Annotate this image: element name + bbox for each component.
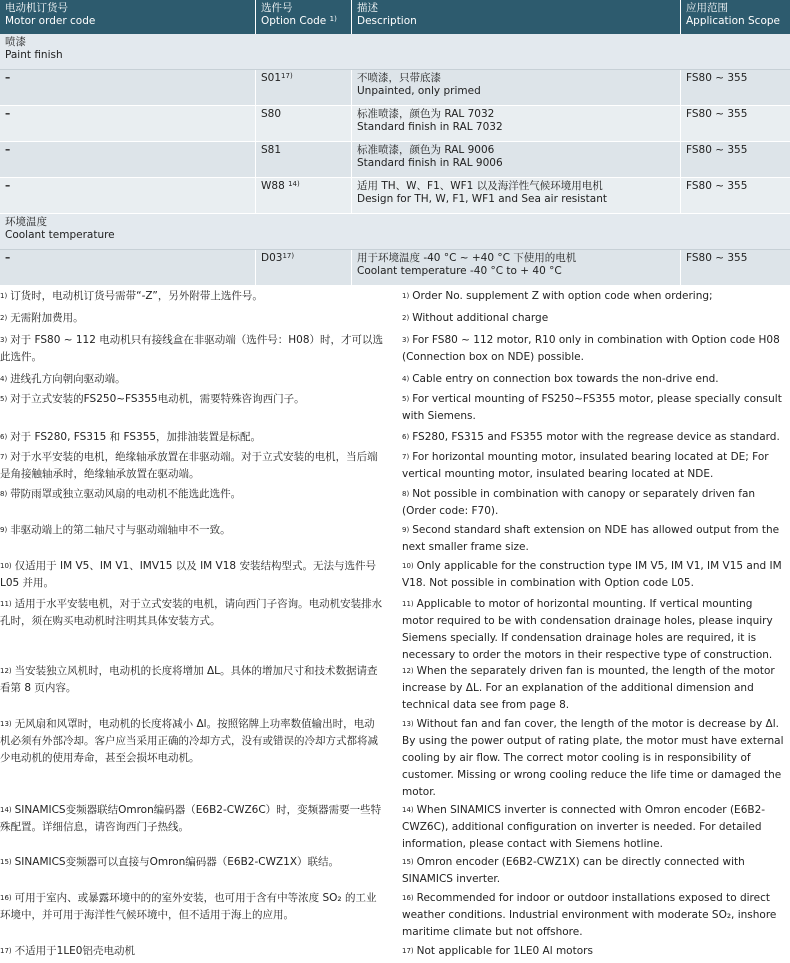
footnote-cn: $^{14)}$ SINAMICS变频器联结Omron编码器（E6B2-CWZ6C）时，变频器需要一些特殊配置。详细信息，请咨询西门子热线。 (0, 804, 382, 833)
description-cell: 标准喷漆，颜色为 RAL 9006 Standard finish in RAL 9006 (352, 142, 681, 178)
header-cn: 电动机订货号 (5, 2, 68, 14)
table-row (0, 178, 790, 214)
footnote-cn: $^{13)}$ 无风扇和风罩时，电动机的长度将减小 Δl。按照铭牌上功率数值输出时，电动机必须有外部冷却。客户应当采用正确的冷却方式，没有或错误的冷却方式都将减少电动机的使用寿命，甚至会损坏电动机。 (0, 718, 378, 764)
section-paint-finish (0, 34, 790, 70)
option-code-cell: S01$^{17)}$ (256, 70, 352, 106)
footnote-en: $^{10)}$ Only applicable for the construction type IM V5, IM V1, IM V15 and IM V18. Not possible in combination with Option code L05. (402, 560, 782, 589)
footnote-en: $^{1)}$ Order No. supplement Z with option code when ordering; (402, 290, 713, 302)
scope-cell: FS80 ~ 355 (681, 70, 790, 106)
footnote-en: $^{16)}$ Recommended for indoor or outdoor installations exposed to direct weather conditions. Industrial environment with moderate SO₂, inshore maritime climate but not offshore. (402, 892, 777, 938)
footnote-en: $^{11)}$ Applicable to motor of horizontal mounting. If vertical mounting motor required to be with condensation drainage holes, please inquiry Siemens specially. If condensation drainage holes are required, it is necessary to order the motors in their respective type of construction. (402, 598, 773, 661)
scope-cell: FS80 ~ 355 (681, 142, 790, 178)
scope-cell: FS80 ~ 355 (681, 178, 790, 214)
header-application-scope (681, 0, 790, 34)
motor-code-cell: – (0, 142, 256, 178)
footnote-en: $^{7)}$ For horizontal mounting motor, insulated bearing located at DE; For vertical mounting motor, insulated bearing located at NDE. (402, 451, 769, 480)
footnote-cn: $^{3)}$ 对于 FS80 ~ 112 电动机只有接线盒在非驱动端（选件号：H08）时，才可以选此选件。 (0, 334, 384, 363)
scope-cell: FS80 ~ 355 (681, 250, 790, 286)
table-row (0, 142, 790, 178)
footnote-cn: $^{9)}$ 非驱动端上的第二轴尺寸与驱动端轴申不一致。 (0, 524, 231, 536)
header-en: Application Scope (686, 15, 780, 27)
option-code-cell: D03$^{17)}$ (256, 250, 352, 286)
header-option-code (256, 0, 352, 34)
footnote-cn: $^{8)}$ 带防雨罩或独立驱动风扇的电动机不能选此选件。 (0, 488, 242, 500)
table-header-row (0, 0, 790, 34)
footnote-en: $^{2)}$ Without additional charge (402, 312, 549, 324)
header-motor-order-code (0, 0, 256, 34)
table-row (0, 70, 790, 106)
footnote-en: $^{8)}$ Not possible in combination with canopy or separately driven fan (Order code: F70). (402, 488, 756, 517)
footnote-en: $^{13)}$ Without fan and fan cover, the length of the motor is decrease by Δl. By using the power output of rating plate, the motor must have external cooling by air flow. The correct motor cooling is in responsibility of customer. Missing or wrong cooling reduce the life time or damaged the motor. (402, 718, 784, 798)
footnote-cn: $^{7)}$ 对于水平安装的电机，绝缘轴承放置在非驱动端。对于立式安装的电机，当后端是角接触轴承时，绝缘轴承放置在驱动端。 (0, 451, 378, 480)
footnote-en: $^{4)}$ Cable entry on connection box towards the non-drive end. (402, 373, 719, 385)
motor-code-cell: – (0, 250, 256, 286)
footnote-en: $^{9)}$ Second standard shaft extension on NDE has allowed output from the next smaller frame size. (402, 524, 780, 553)
footnote-en: $^{5)}$ For vertical mounting of FS250~FS355 motor, please specially consult with Siemens. (402, 393, 782, 422)
footnote-en: $^{17)}$ Not applicable for 1LE0 Al motors (402, 945, 593, 957)
option-code-cell: W88 $^{14)}$ (256, 178, 352, 214)
footnote-en: $^{3)}$ For FS80 ~ 112 motor, R10 only in combination with Option code H08 (Connection box on NDE) possible. (402, 334, 780, 363)
motor-code-cell: – (0, 70, 256, 106)
footnote-cn: $^{10)}$ 仅适用于 IM V5、IM V1、IMV15 以及 IM V18 安装结构型式。无法与选件号 L05 并用。 (0, 560, 376, 589)
description-cell: 标准喷漆，颜色为 RAL 7032 Standard finish in RAL 7032 (352, 106, 681, 142)
motor-code-cell: – (0, 106, 256, 142)
option-code-cell: S80 (256, 106, 352, 142)
footnote-cn: $^{15)}$ SINAMICS变频器可以直接与Omron编码器（E6B2-CWZ1X）联结。 (0, 856, 340, 868)
scope-cell: FS80 ~ 355 (681, 106, 790, 142)
header-cn: 描述 (357, 2, 378, 14)
description-cell: 不喷漆，只带底漆 Unpainted, only primed (352, 70, 681, 106)
description-cell: 适用 TH、W、F1、WF1 以及海洋性气候环境用电机 Design for TH, W, F1, WF1 and Sea air resistant (352, 178, 681, 214)
footnote-cn: $^{6)}$ 对于 FS280, FS315 和 FS355，加排油装置是标配。 (0, 431, 262, 443)
header-en: Description (357, 15, 417, 27)
footnote-en: $^{12)}$ When the separately driven fan is mounted, the length of the motor increase by ΔL. For an explanation of the additional dimension and technical data see from page 8. (402, 665, 775, 711)
section-title: 环境温度 Coolant temperature (0, 214, 790, 250)
footnote-cn: $^{11)}$ 适用于水平安装电机，对于立式安装的电机，请向西门子咨询。电动机安装排水孔时，须在购买电动机时注明其具体安装方式。 (0, 598, 383, 627)
footnote-cn: $^{5)}$ 对于立式安装的FS250~FS355电动机，需要特殊咨询西门子。 (0, 393, 305, 405)
footnote-en: $^{14)}$ When SINAMICS inverter is connected with Omron encoder (E6B2-CWZ6C), additional configuration on inverter is needed. For detailed information, please contact with Siemens hotline. (402, 804, 766, 850)
description-cell: 用于环境温度 -40 °C ~ +40 °C 下使用的电机 Coolant temperature -40 °C to + 40 °C (352, 250, 681, 286)
footnote-cn: $^{4)}$ 进线孔方向朝向驱动端。 (0, 373, 126, 385)
header-en: Option Code $^{1)}$ (261, 15, 337, 27)
header-en: Motor order code (5, 15, 96, 27)
footnote-cn: $^{12)}$ 当安装独立风机时，电动机的长度将增加 ΔL。具体的增加尺寸和技术数据请查看第 8 页内容。 (0, 665, 378, 694)
footnote-en: $^{6)}$ FS280, FS315 and FS355 motor with the regrease device as standard. (402, 431, 780, 443)
footnote-cn: $^{16)}$ 可用于室内、或暴露环境中的的室外安装，也可用于含有中等浓度 SO₂ 的工业环境中，并可用于海洋性气候环境中，但不适用于海上的应用。 (0, 892, 377, 921)
header-cn: 应用范围 (686, 2, 728, 14)
footnote-cn: $^{2)}$ 无需附加费用。 (0, 312, 84, 324)
footnote-cn: $^{1)}$ 订货时，电动机订货号需带“-Z”，另外附带上选件号。 (0, 290, 263, 302)
table-row (0, 250, 790, 286)
footnote-en: $^{15)}$ Omron encoder (E6B2-CWZ1X) can be directly connected with SINAMICS inverter. (402, 856, 745, 885)
option-table (0, 0, 790, 286)
header-description (352, 0, 681, 34)
motor-code-cell: – (0, 178, 256, 214)
header-cn: 选件号 (261, 2, 293, 14)
footnote-cn: $^{17)}$ 不适用于1LE0铝壳电动机 (0, 945, 135, 957)
section-title: 喷漆 Paint finish (0, 34, 790, 70)
table-row (0, 106, 790, 142)
option-code-cell: S81 (256, 142, 352, 178)
section-coolant-temperature (0, 214, 790, 250)
